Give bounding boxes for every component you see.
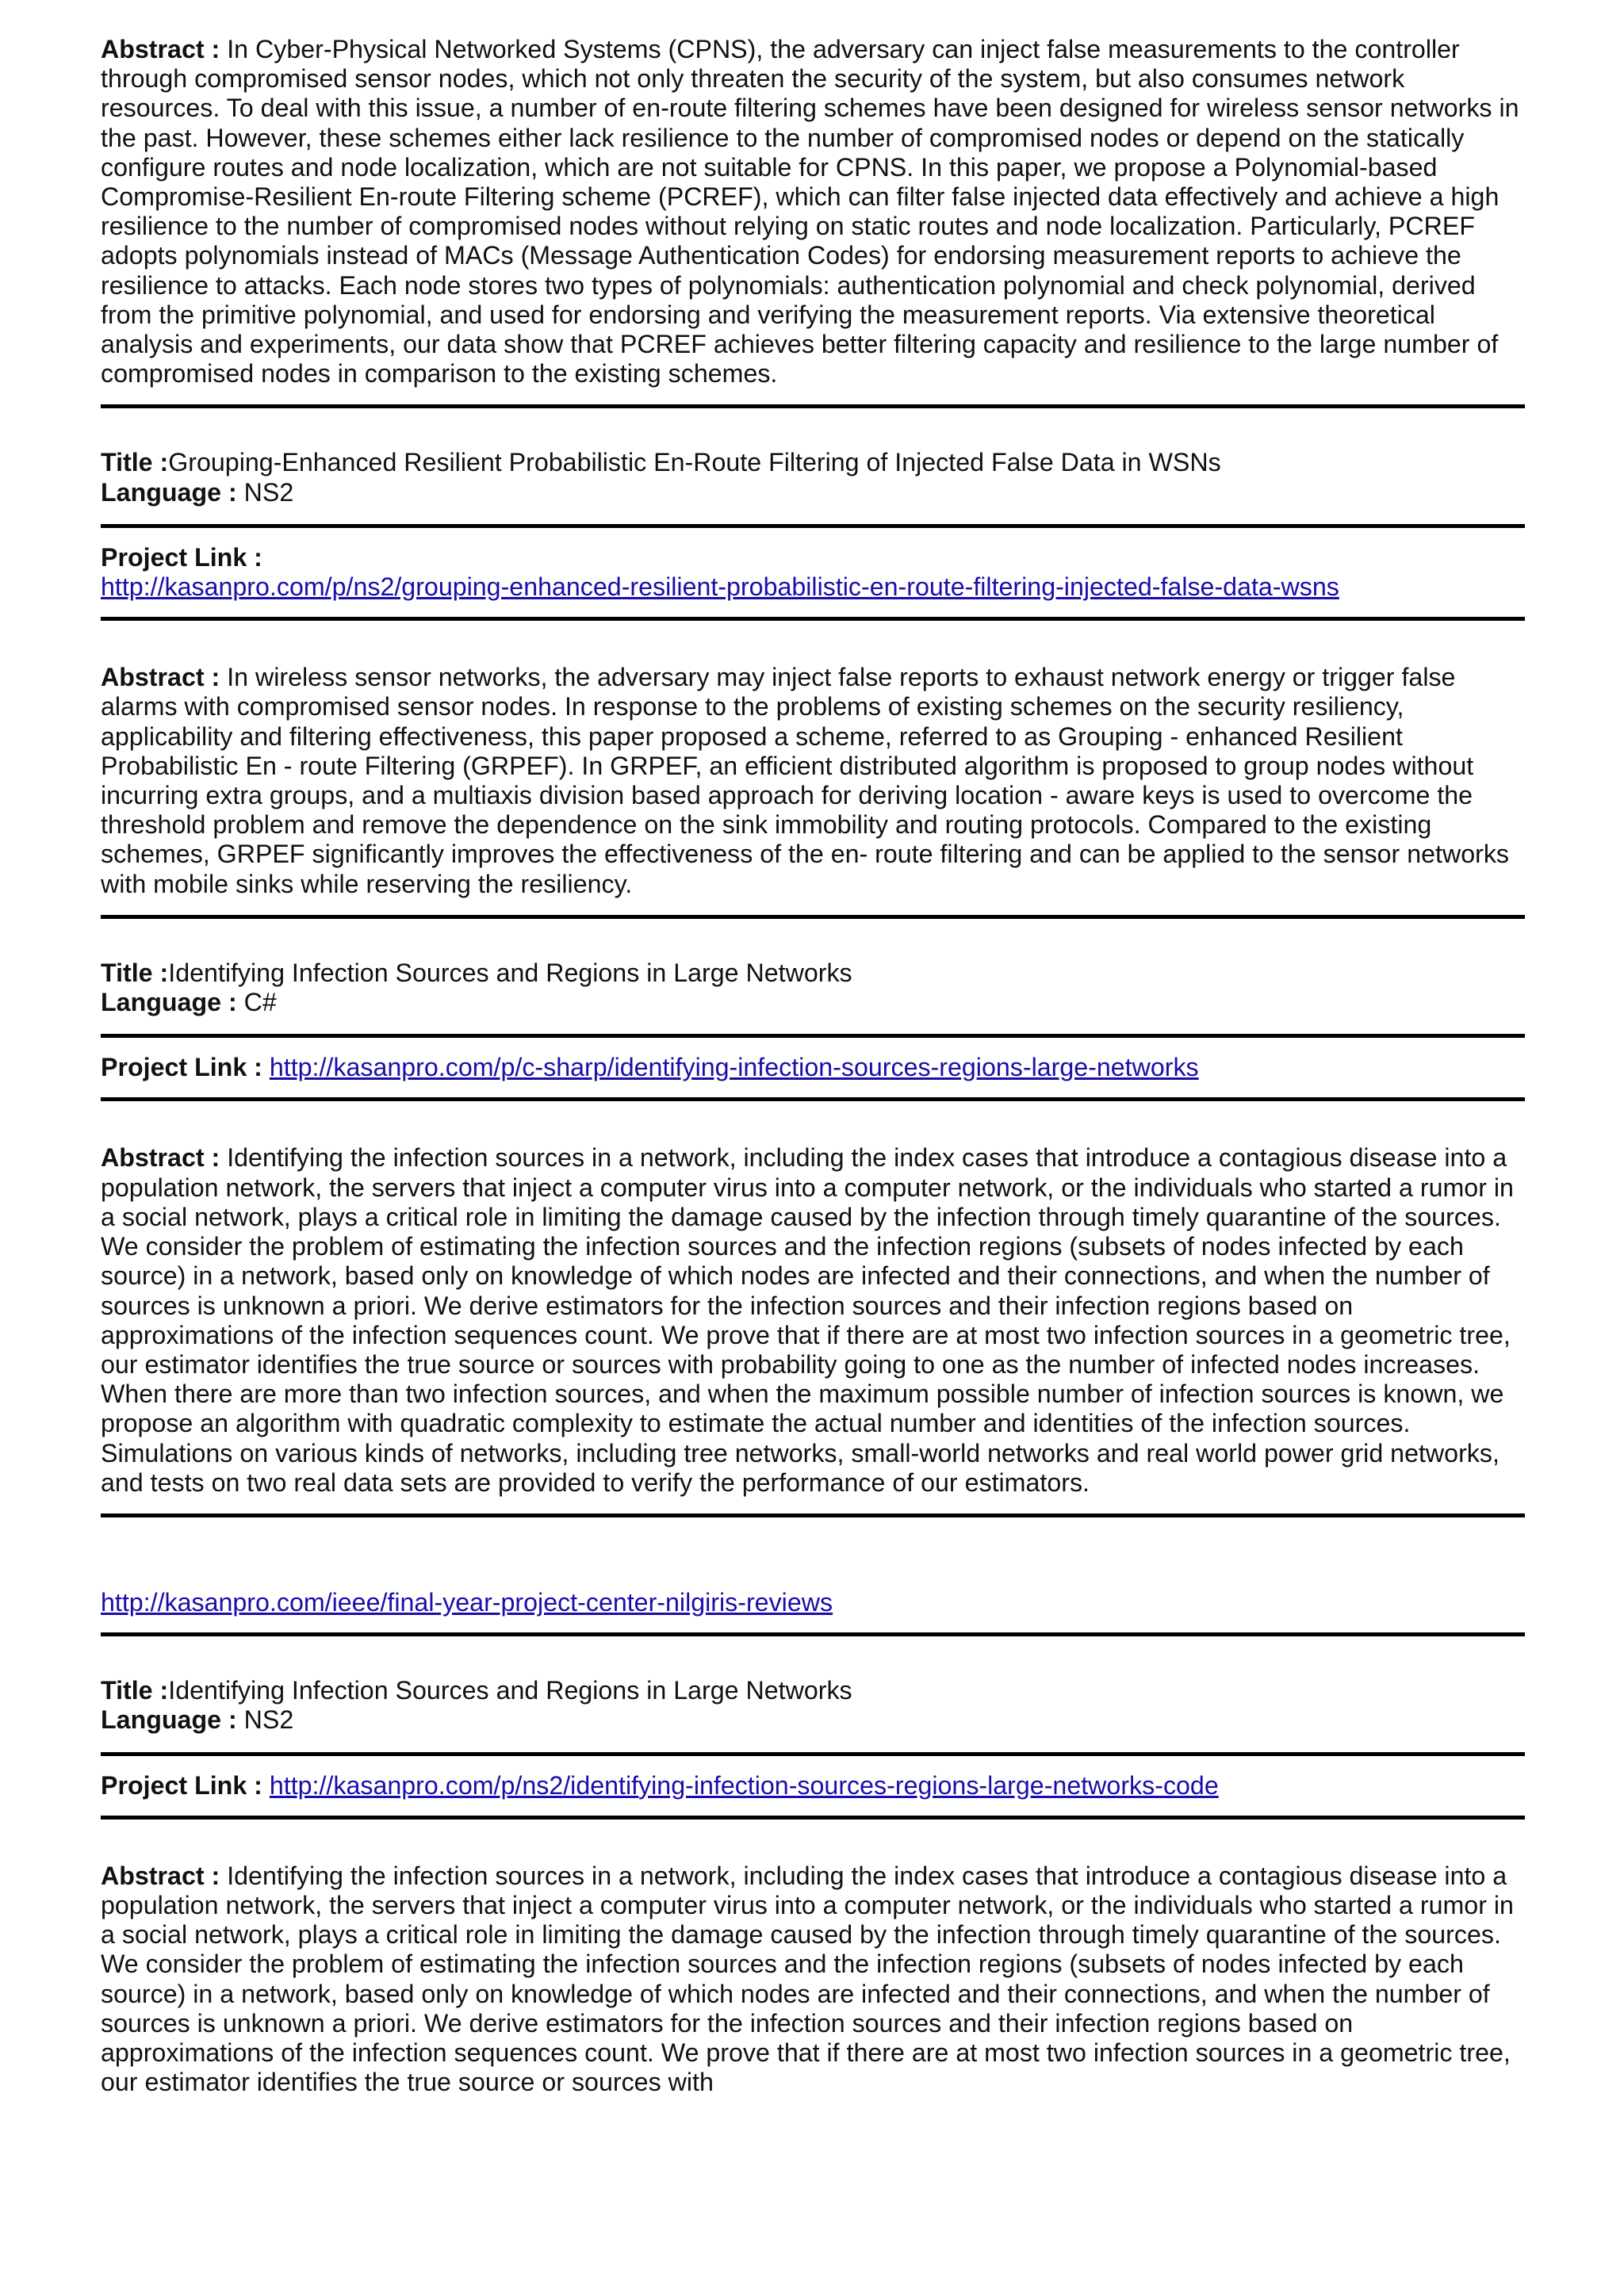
- project-link[interactable]: http://kasanpro.com/p/ns2/identifying-infection-sources-regions-large-networks-code: [269, 1770, 1219, 1800]
- abstract-pcref: [101, 35, 1525, 388]
- divider: [101, 1034, 1525, 1038]
- document-page: [101, 35, 1525, 2097]
- language-line: [101, 1705, 1525, 1735]
- divider: [101, 1632, 1525, 1636]
- language-line: [101, 478, 1525, 507]
- entry-infection-csharp: [101, 959, 1525, 1017]
- language-line: [101, 988, 1525, 1017]
- project-link[interactable]: http://kasanpro.com/p/c-sharp/identifying-infection-sources-regions-large-networks: [269, 1053, 1199, 1082]
- title-line: [101, 448, 1525, 477]
- divider: [101, 524, 1525, 528]
- language-value: C#: [243, 988, 277, 1017]
- divider: [101, 1097, 1525, 1101]
- reviews-link-line: [101, 1588, 1525, 1617]
- abstract-infection-ns2: [101, 1862, 1525, 2098]
- entry-infection-ns2: [101, 1676, 1525, 1735]
- language-value: NS2: [243, 1705, 294, 1735]
- abstract-label: Abstract :: [101, 1861, 220, 1890]
- abstract-label: Abstract :: [101, 663, 220, 692]
- divider: [101, 1513, 1525, 1517]
- title-line: [101, 959, 1525, 988]
- language-label: Language :: [101, 988, 237, 1017]
- abstract-text: In Cyber-Physical Networked Systems (CPNS), the adversary can inject false measurements to the controller through compromised sensor nodes, which not only threaten the security of the system, but also consumes network resources. To deal with this issue, a number of en-route filtering schemes have been designed for wireless sensor networks in the past. However, these schemes either lack resilience to the number of compromised nodes or depend on the statically configure routes and node localization, which are not suitable for CPNS. In this paper, we propose a Polynomial-based Compromise-Resilient En-route Filtering scheme (PCREF), which can filter false injected data effectively and achieve a high resilience to the number of compromised nodes without relying on static routes and node localization. Particularly, PCREF adopts polynomials instead of MACs (Message Authentication Codes) for endorsing measurement reports to achieve the resilience to attacks. Each node stores two types of polynomials: authentication polynomial and check polynomial, derived from the primitive polynomial, and used for endorsing and verifying the measurement reports. Via extensive theoretical analysis and experiments, our data show that PCREF achieves better filtering capacity and resilience to the large number of compromised nodes in comparison to the existing schemes.: [101, 35, 1519, 388]
- project-link-label: Project Link :: [101, 542, 262, 572]
- title-label: Title :: [101, 958, 169, 987]
- title-label: Title :: [101, 448, 169, 477]
- title-line: [101, 1676, 1525, 1705]
- divider: [101, 404, 1525, 408]
- abstract-text: In wireless sensor networks, the adversary may inject false reports to exhaust network energy or trigger false alarms with compromised sensor nodes. In response to the problems of existing schemes on the security resiliency, applicability and filtering effectiveness, this paper proposed a scheme, referred to as Grouping - enhanced Resilient Probabilistic En - route Filtering (GRPEF). In GRPEF, an efficient distributed algorithm is proposed to group nodes without incurring extra groups, and a multiaxis division based approach for deriving location - aware keys is used to overcome the threshold problem and remove the dependence on the sink immobility and routing protocols. Compared to the existing schemes, GRPEF significantly improves the effectiveness of the en- route filtering and can be applied to the sensor networks with mobile sinks while reserving the resiliency.: [101, 663, 1510, 898]
- language-label: Language :: [101, 477, 237, 507]
- divider: [101, 1816, 1525, 1820]
- divider: [101, 617, 1525, 621]
- project-link-line: [101, 1053, 1525, 1082]
- project-link-url-line: [101, 572, 1525, 602]
- abstract-infection: [101, 1143, 1525, 1497]
- project-link-label: Project Link :: [101, 1053, 262, 1082]
- abstract-text: Identifying the infection sources in a network, including the index cases that introduce a contagious disease into a population network, the servers that inject a computer virus into a computer network, or the individuals who started a rumor in a social network, plays a critical role in limiting the damage caused by the infection through timely quarantine of the sources. We consider the problem of estimating the infection sources and the infection regions (subsets of nodes infected by each source) in a network, based only on knowledge of which nodes are infected and their connections, and when the number of sources is unknown a priori. We derive estimators for the infection sources and their infection regions based on approximations of the infection sequences count. We prove that if there are at most two infection sources in a geometric tree, our estimator identifies the true source or sources with probability going to one as the number of infected nodes increases. When there are more than two infection sources, and when the maximum possible number of infection sources is known, we propose an algorithm with quadratic complexity to estimate the actual number and identities of the infection sources. Simulations on various kinds of networks, including tree networks, small-world networks and real world power grid networks, and tests on two real data sets are provided to verify the performance of our estimators.: [101, 1143, 1514, 1497]
- title-text: Identifying Infection Sources and Regions in Large Networks: [168, 958, 852, 987]
- title-text: Grouping-Enhanced Resilient Probabilistic En-Route Filtering of Injected False Data in WSNs: [168, 448, 1221, 477]
- project-link-label: Project Link :: [101, 1770, 262, 1800]
- abstract-label: Abstract :: [101, 1143, 220, 1173]
- divider: [101, 1752, 1525, 1756]
- abstract-label: Abstract :: [101, 35, 220, 63]
- entry-grpef: [101, 448, 1525, 507]
- abstract-grpef: [101, 663, 1525, 899]
- project-link-block: [101, 543, 1525, 602]
- reviews-link[interactable]: http://kasanpro.com/ieee/final-year-project-center-nilgiris-reviews: [101, 1587, 833, 1617]
- abstract-text: Identifying the infection sources in a network, including the index cases that introduce a contagious disease into a population network, the servers that inject a computer virus into a computer network, or the individuals who started a rumor in a social network, plays a critical role in limiting the damage caused by the infection through timely quarantine of the sources. We consider the problem of estimating the infection sources and the infection regions (subsets of nodes infected by each source) in a network, based only on knowledge of which nodes are infected and their connections, and when the number of sources is unknown a priori. We derive estimators for the infection sources and their infection regions based on approximations of the infection sequences count. We prove that if there are at most two infection sources in a geometric tree, our estimator identifies the true source or sources with: [101, 1861, 1514, 2097]
- title-label: Title :: [101, 1676, 169, 1705]
- divider: [101, 915, 1525, 919]
- language-value: NS2: [243, 477, 294, 507]
- title-text: Identifying Infection Sources and Regions in Large Networks: [168, 1676, 852, 1705]
- project-link[interactable]: http://kasanpro.com/p/ns2/grouping-enhanced-resilient-probabilistic-en-route-filtering-injected-false-data-wsns: [101, 572, 1339, 602]
- project-link-line: [101, 1771, 1525, 1800]
- language-label: Language :: [101, 1705, 237, 1735]
- project-link-line: [101, 543, 1525, 572]
